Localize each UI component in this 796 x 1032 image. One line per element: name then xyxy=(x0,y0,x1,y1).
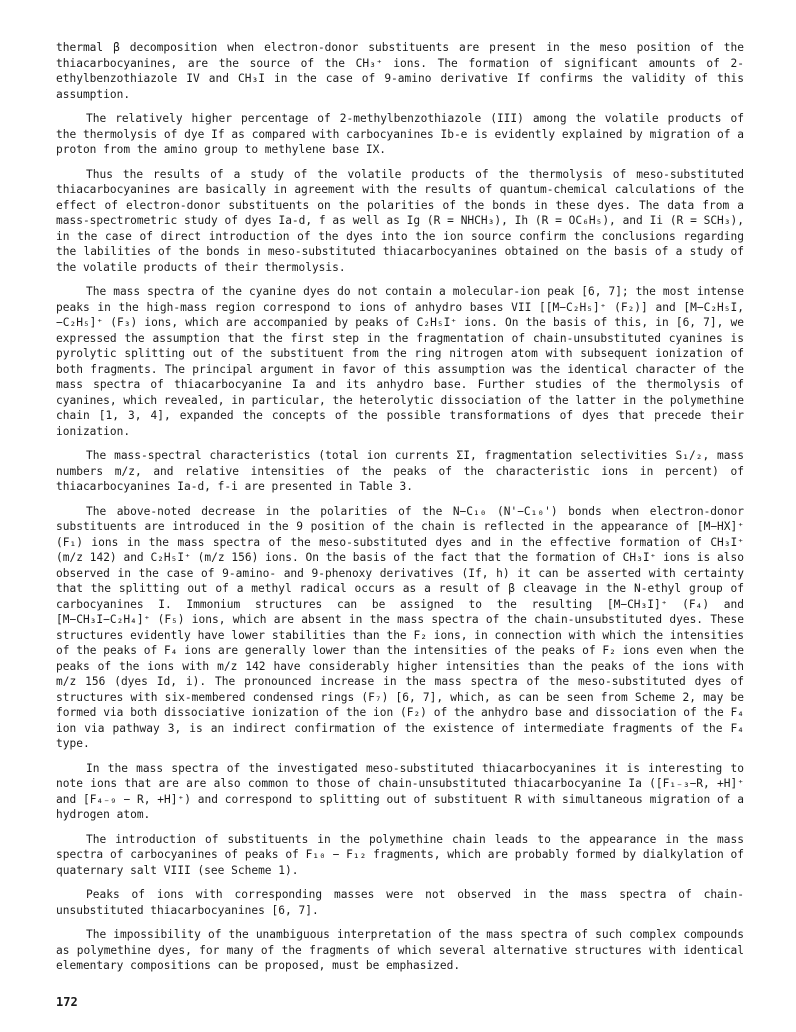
page-number: 172 xyxy=(56,995,78,1009)
paragraph-8: The introduction of substituents in the polymethine chain leads to the appearance in the mass spectra of carbocyanines of peaks of F₁₀ − F₁₂ fragments, which are probably formed by dialkylation of quaternary salt VIII (see Scheme 1). xyxy=(56,832,744,877)
paragraph-2: The relatively higher percentage of 2-methylbenzothiazole (III) among the volatile products of the thermolysis of dye If as compared with carbocyanines Ib-e is evidently explained by migration of a proton from the amino group to methylene base IX. xyxy=(56,112,744,156)
paragraph-3: Thus the results of a study of the volatile products of the thermolysis of meso-substituted thiacarbocyanines are basically in agreement with the results of quantum-chemical calculations of the effect of electron-donor substituents on the polarities of the bonds in these dyes. The data from a mass-spectrometric study of dyes Ia-d, f as well as Ig (R = NHCH₃), Ih (R = OC₆H₅), and Ii (R = SCH₃), in the case of direct introduction of the dyes into the ion source confirm the conclusions regarding the labilities of the bonds in meso-substituted thiacarbocyanines obtained on the basis of a study of the volatile products of their thermolysis. xyxy=(56,167,744,274)
paragraph-5: The mass-spectral characteristics (total ion currents ΣI, fragmentation selectivities S₁/₂, mass numbers m/z, and relative intensities of the peaks of the characteristic ions in percent) of thiacarbocyanines Ia-d, f-i are presented in Table 3. xyxy=(56,449,744,493)
paragraph-10: The impossibility of the unambiguous interpretation of the mass spectra of such complex compounds as polymethine dyes, for many of the fragments of which several alternative structures with identical elementary compositions can be proposed, must be emphasized. xyxy=(56,928,744,972)
paragraph-1: thermal β decomposition when electron-donor substituents are present in the meso position of the thiacarbocyanines, are the source of the CH₃⁺ ions. The formation of significant amounts of 2-ethylbenzothiazole IV and CH₃I in the case of 9-amino derivative If confirms the validity of this assumption. xyxy=(56,41,744,101)
paragraph-6: The above-noted decrease in the polarities of the N−C₁₀ (N'−C₁₀') bonds when electron-donor substituents are introduced in the 9 position of the chain is reflected in the appearance of [M−HX]⁺ (F₁) ions in the mass spectra of the meso-substituted dyes and in the effective formation of CH₃I⁺ (m/z 142) and C₂H₅I⁺ (m/z 156) ions. On the basis of the fact that the formation of CH₃I⁺ ions is also observed in the case of 9-amino- and 9-phenoxy derivatives (If, h) it can be asserted with certainty that the splitting out of a methyl radical occurs as a result of β cleavage in the N-ethyl group of carbocyanines I. Immonium structures can be assigned to the resulting [M−CH₃I]⁺ (F₄) and [M−CH₃I−C₂H₄]⁺ (F₅) ions, which are absent in the mass spectra of the chain-unsubstituted dyes. These structures evidently have lower stabilities than the F₂ ions, in connection with which the intensities of the peaks of F₄ ions are generally lower than the intensities of the peaks of F₂ ions even when the peaks of the ions with m/z 142 have considerably higher intensities than the peaks of the ions with m/z 156 (dyes Id, i). The pronounced increase in the mass spectra of the meso-substituted dyes of structures with six-membered condensed rings (F₇) [6, 7], which, as can be seen from Scheme 2, may be formed via both dissociative ionization of the ion (F₂) of the anhydro base and dissociation of the F₄ ion via pathway 3, is an indirect confirmation of the existence of intermediate fragments of the F₄ type. xyxy=(56,504,744,750)
paragraph-4: The mass spectra of the cyanine dyes do not contain a molecular-ion peak [6, 7]; the most intense peaks in the high-mass region correspond to ions of anhydro bases VII [[M−C₂H₅]⁺ (F₂)] and [M−C₂H₅I, −C₂H₅]⁺ (F₃) ions, which are accompanied by peaks of C₂H₅I⁺ ions. On the basis of this, in [6, 7], we expressed the assumption that the first step in the fragmentation of chain-unsubstituted cyanines is pyrolytic splitting out of the substituent from the ring nitrogen atom with subsequent ionization of both fragments. The principal argument in favor of this assumption was the identical character of the mass spectra of thiacarbocyanine Ia and its anhydro base. Further studies of the thermolysis of cyanines, which revealed, in particular, the heterolytic dissociation of the latter in the polymethine chain [1, 3, 4], expanded the concepts of the possible transformations of dyes that precede their ionization. xyxy=(56,285,744,438)
paragraph-7: In the mass spectra of the investigated meso-substituted thiacarbocyanines it is interesting to note ions that are are also common to those of chain-unsubstituted thiacarbocyanine Ia ([F₁₋₃−R, +H]⁺ and [F₄₋₉ − R, +H]⁺) and correspond to splitting out of substituent R with simultaneous migration of a hydrogen atom. xyxy=(56,761,744,821)
paragraph-9: Peaks of ions with corresponding masses were not observed in the mass spectra of chain-unsubstituted thiacarbocyanines [6, 7]. xyxy=(56,888,744,917)
body-text xyxy=(56,40,744,983)
